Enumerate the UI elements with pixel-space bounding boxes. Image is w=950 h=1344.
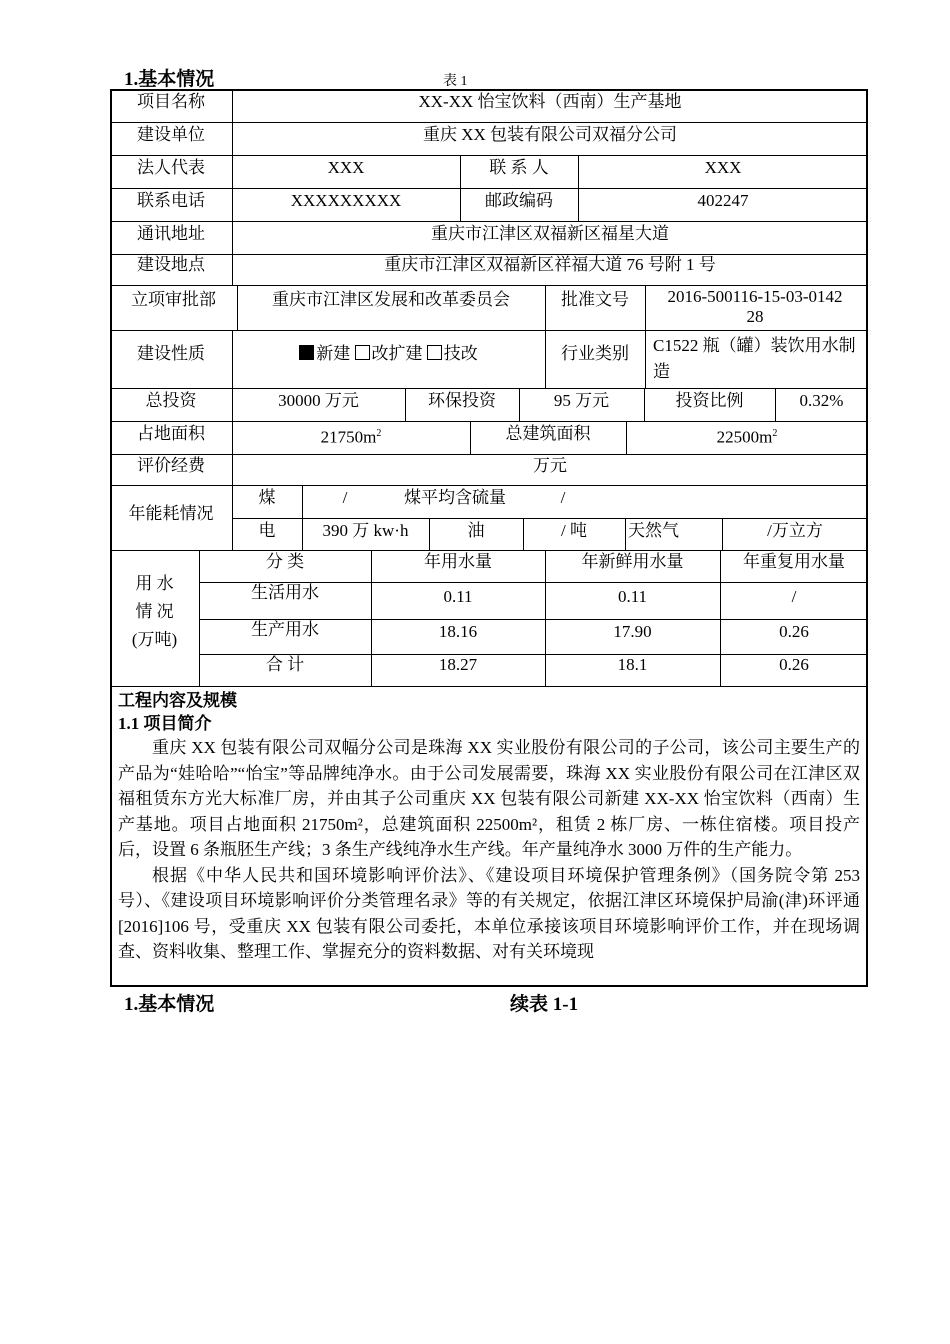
water-row-production-reuse: 0.26: [779, 622, 809, 641]
approval-no-label: 批准文号: [561, 290, 629, 309]
gas-label: 天然气: [628, 521, 679, 540]
project-name-value: XX-XX 怡宝饮料（西南）生产基地: [418, 92, 682, 111]
content-heading: 工程内容及规模: [118, 691, 237, 710]
area-label: 占地面积: [137, 424, 205, 443]
legal-rep-value: XXX: [327, 158, 365, 177]
footer-continued-label: 续表 1-1: [510, 994, 579, 1015]
ratio-value: 0.32%: [799, 391, 844, 410]
nature-new-label: 新建: [316, 344, 351, 363]
env-invest-value: 95 万元: [553, 391, 610, 410]
water-header-reuse: 年重复用水量: [743, 552, 845, 571]
site-value: 重庆市江津区双福新区祥福大道 76 号附 1 号: [384, 255, 716, 274]
invest-label: 总投资: [145, 391, 197, 410]
floor-area-value: [626, 421, 868, 451]
coal-value: /: [342, 488, 348, 507]
water-row-domestic-annual: 0.11: [443, 587, 473, 606]
contact-label: 联 系 人: [489, 158, 549, 177]
table-label: 表 1: [443, 74, 468, 89]
phone-value: XXXXXXXXX: [290, 191, 402, 210]
builder-value: 重庆 XX 包装有限公司双福分公司: [422, 125, 678, 144]
eval-fee-value: 万元: [533, 456, 567, 475]
checkbox-upgrade-icon: [427, 345, 442, 360]
water-row-total-annual: 18.27: [438, 655, 478, 674]
invest-value: 30000 万元: [278, 391, 359, 410]
coal-label: 煤: [258, 488, 276, 507]
approval-dept-value: 重庆市江津区发展和改革委员会: [272, 290, 510, 309]
area-value: [232, 421, 470, 451]
floor-area-label: 总建筑面积: [505, 424, 591, 443]
contact-value: XXX: [704, 158, 742, 177]
section-title: 1.基本情况: [124, 69, 215, 90]
water-row-production-annual: 18.16: [438, 622, 478, 641]
content-paragraph-2: 根据《中华人民共和国环境影响评价法》、《建设项目环境保护管理条例》（国务院令第 253 号）、《建设项目环境影响评价分类管理名录》等的有关规定，依据江津区环境保护局渝(津)环评通[2016]106 号，受重庆 XX 包装有限公司委托，本单位承接该项目环境影响评价工作，并在现场调查、资料收集、整理工作、掌握充分的资料数据、对有关环境现: [118, 865, 860, 961]
content-subheading: 1.1 项目简介: [118, 714, 212, 733]
nature-label: 建设性质: [137, 344, 205, 363]
elec-value: 390 万 kw·h: [322, 521, 409, 540]
elec-label: 电: [258, 521, 276, 540]
oil-value: / 吨: [561, 521, 587, 540]
sulfur-label: 煤平均含硫量: [404, 488, 506, 507]
checkbox-new-checked-icon: [299, 345, 314, 360]
eval-fee-label: 评价经费: [137, 456, 205, 475]
legal-rep-label: 法人代表: [137, 158, 205, 177]
nature-options: [232, 330, 545, 388]
nature-expand-label: 改扩建: [371, 344, 423, 363]
content-section: [118, 689, 860, 965]
water-row-domestic-fresh: 0.11: [617, 587, 648, 606]
sulfur-value: /: [560, 488, 566, 507]
energy-label: 年能耗情况: [128, 504, 214, 523]
industry-value: C1522 瓶（罐）装饮用水制造: [653, 336, 856, 381]
water-header-category: 分 类: [265, 552, 305, 571]
footer-section-title: 1.基本情况: [124, 994, 215, 1015]
gas-value: /万立方: [767, 521, 823, 540]
area-number: 21750m: [320, 427, 377, 447]
env-invest-label: 环保投资: [428, 391, 496, 410]
water-row-domestic-category: 生活用水: [251, 583, 319, 602]
water-row-total-fresh: 18.1: [617, 655, 648, 674]
water-label-line2: 情 况: [135, 602, 174, 621]
industry-label: 行业类别: [561, 344, 629, 363]
postcode-value: 402247: [697, 191, 749, 210]
water-row-production-category: 生产用水: [251, 620, 319, 639]
area-unit-sup: 2: [376, 428, 382, 439]
checkbox-expand-icon: [355, 345, 370, 360]
site-label: 建设地点: [137, 255, 205, 274]
postcode-label: 邮政编码: [485, 191, 553, 210]
address-label: 通讯地址: [137, 224, 205, 243]
water-label-line3: (万吨): [131, 630, 178, 649]
water-row-domestic-reuse: /: [791, 587, 797, 606]
content-paragraph-1: 重庆 XX 包装有限公司双幅分公司是珠海 XX 实业股份有限公司的子公司，该公司主要生产的产品为“娃哈哈”“怡宝”等品牌纯净水。由于公司发展需要，珠海 XX 实业股份有限公司在江津区双福租赁东方光大标准厂房，并由其子公司重庆 XX 包装有限公司新建 XX-XX 怡宝饮料（西南）生产基地。项目占地面积 21750m²，总建筑面积 22500m²，租赁 2 栋厂房、一栋住宿楼。项目投产后，设置 6 条瓶胚生产线；3 条生产线纯净水生产线。年产量纯净水 3000 万件的生产能力。: [118, 738, 860, 859]
water-label-line1: 用 水: [135, 574, 174, 593]
builder-label: 建设单位: [137, 125, 205, 144]
floor-area-unit-sup: 2: [772, 428, 778, 439]
approval-dept-label: 立项审批部: [131, 290, 216, 309]
water-row-total-category: 合 计: [265, 655, 305, 674]
water-row-production-fresh: 17.90: [613, 622, 652, 641]
water-header-annual: 年用水量: [424, 552, 492, 571]
water-header-fresh: 年新鲜用水量: [581, 552, 684, 571]
approval-no-value: 2016-500116-15-03-014228: [667, 287, 843, 326]
phone-label: 联系电话: [137, 191, 205, 210]
nature-upgrade-label: 技改: [443, 344, 478, 363]
address-value: 重庆市江津区双福新区福星大道: [431, 224, 669, 243]
water-row-total-reuse: 0.26: [779, 655, 809, 674]
project-name-label: 项目名称: [137, 92, 205, 111]
ratio-label: 投资比例: [675, 391, 744, 410]
water-label: [110, 570, 199, 654]
floor-area-number: 22500m: [716, 427, 773, 447]
oil-label: 油: [467, 521, 485, 540]
